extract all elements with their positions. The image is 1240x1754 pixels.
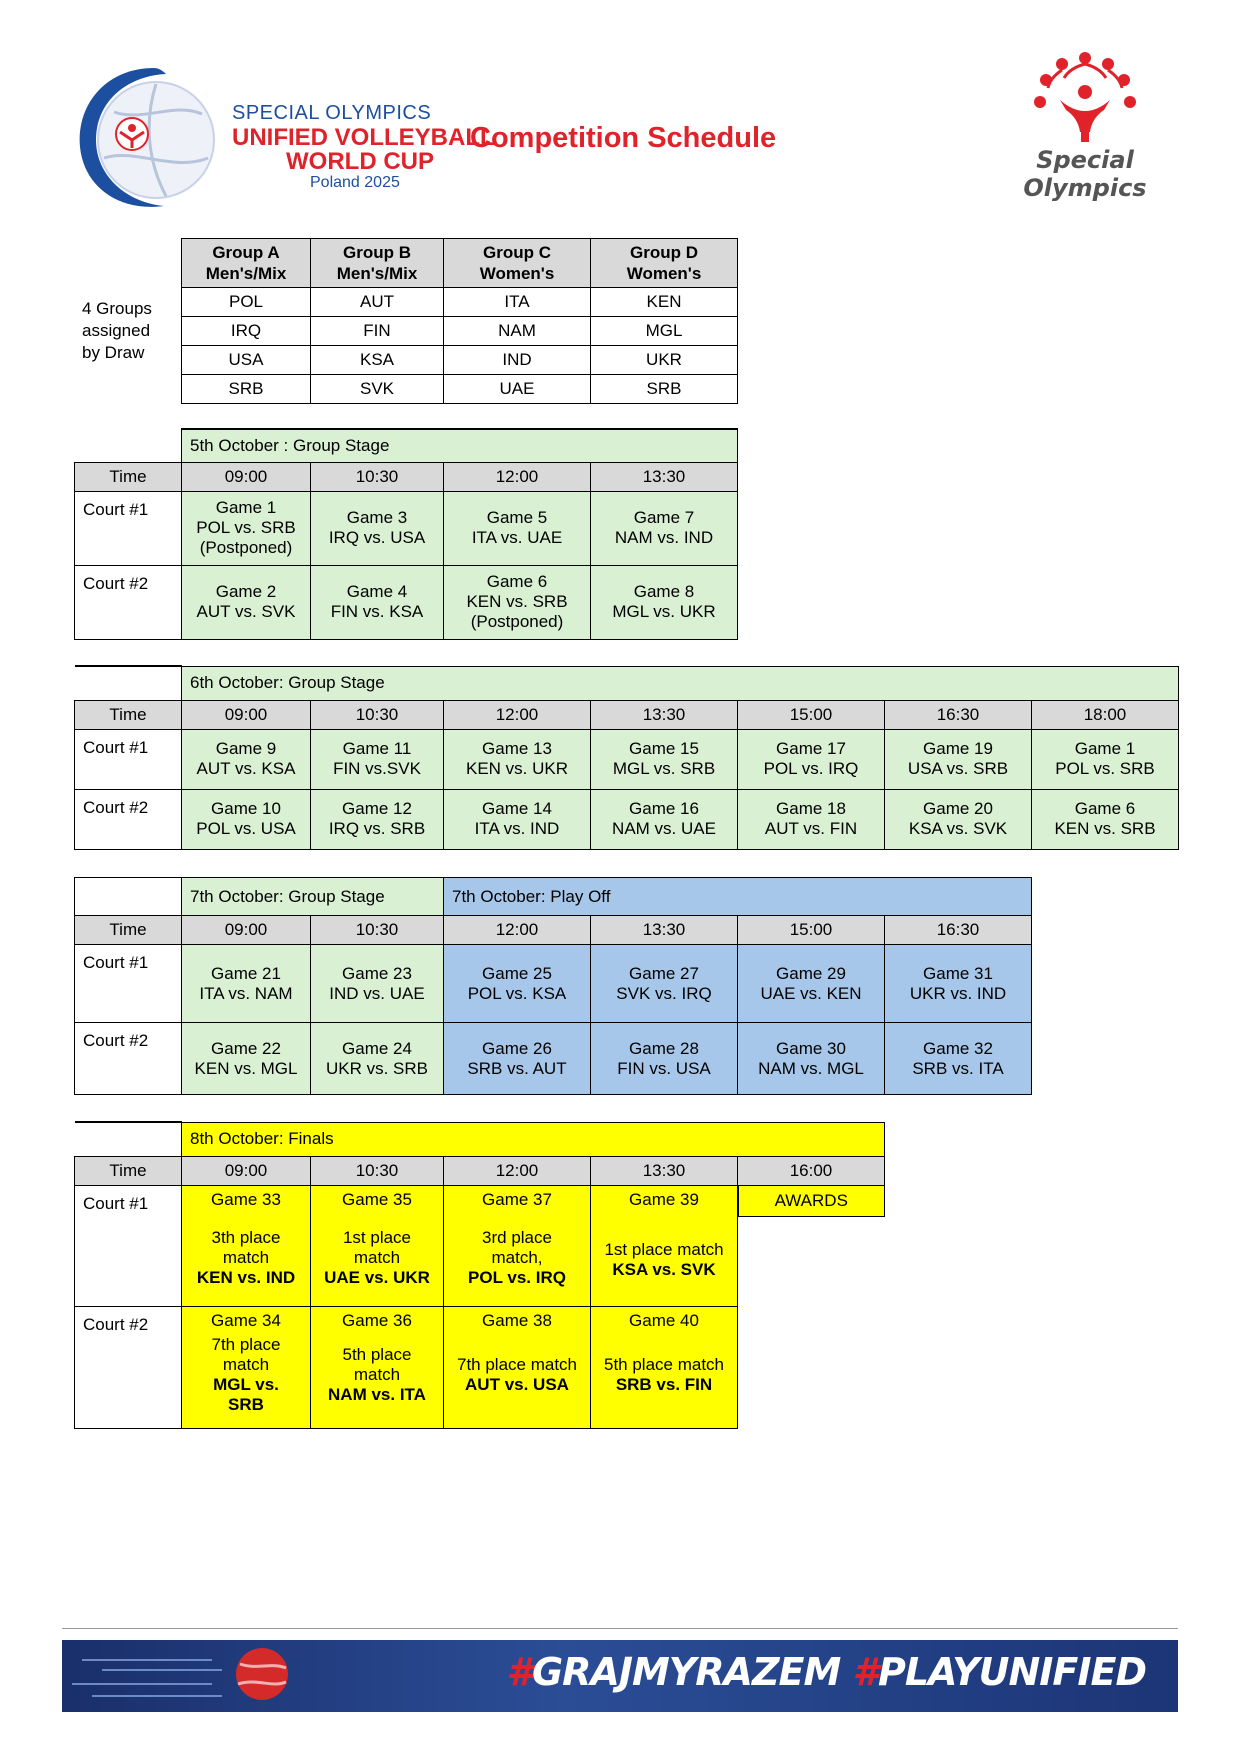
game-cell: Game 36 5th place match NAM vs. ITA	[311, 1306, 444, 1428]
wordmark-line-2: Olympics	[1023, 174, 1147, 202]
schedule-day-4	[74, 1121, 885, 1429]
day-title-row	[75, 429, 738, 462]
logo-line-special-olympics: SPECIAL OLYMPICS	[232, 102, 432, 124]
game-cell: Game 16 NAM vs. UAE	[591, 789, 738, 849]
special-olympics-wordmark	[1000, 146, 1170, 202]
time-slot: 09:00	[182, 916, 311, 945]
footer-banner	[62, 1640, 1178, 1712]
game-cell: Game 39 1st place match KSA vs. SVK	[591, 1185, 738, 1306]
team-cell: ITA	[444, 288, 591, 317]
game-cell: Game 29 UAE vs. KEN	[738, 945, 885, 1023]
groups-note-line: by Draw	[82, 343, 145, 362]
team-cell: SVK	[311, 375, 444, 404]
time-slot: 09:00	[182, 462, 311, 491]
groups-note	[82, 298, 152, 364]
day-title: 5th October : Group Stage	[182, 429, 738, 462]
court-label: Court #1	[75, 1185, 182, 1306]
time-slot: 15:00	[738, 700, 885, 729]
group-d-header: Group D Women's	[591, 239, 738, 288]
groups-note-line: 4 Groups	[82, 299, 152, 318]
time-slot: 13:30	[591, 700, 738, 729]
special-olympics-logo	[1000, 48, 1170, 208]
time-slot: 13:30	[591, 916, 738, 945]
time-slot: 10:30	[311, 462, 444, 491]
volleyball-ball-icon	[62, 1640, 362, 1712]
court-row	[75, 729, 1179, 789]
game-cell: Game 25 POL vs. KSA	[444, 945, 591, 1023]
game-cell: Game 2 AUT vs. SVK	[182, 565, 311, 639]
day-title: 6th October: Group Stage	[182, 666, 1179, 700]
time-slot: 12:00	[444, 1156, 591, 1185]
team-cell: USA	[182, 346, 311, 375]
team-cell: IRQ	[182, 317, 311, 346]
game-cell: Game 21 ITA vs. NAM	[182, 945, 311, 1023]
court-row	[75, 491, 738, 565]
team-cell: NAM	[444, 317, 591, 346]
hashtag-symbol: #	[852, 1650, 878, 1694]
hashtag-grajmyrazem: GRAJMYRAZEM	[531, 1650, 841, 1694]
game-cell: Game 1 POL vs. SRB (Postponed)	[182, 491, 311, 565]
team-cell: IND	[444, 346, 591, 375]
game-cell: Game 33 3th place match KEN vs. IND	[182, 1185, 311, 1306]
time-label: Time	[75, 462, 182, 491]
time-slot: 12:00	[444, 700, 591, 729]
game-cell: Game 4 FIN vs. KSA	[311, 565, 444, 639]
day-title: 8th October: Finals	[182, 1122, 885, 1156]
court-label: Court #2	[75, 789, 182, 849]
groups-row	[182, 288, 738, 317]
game-cell: Game 7 NAM vs. IND	[591, 491, 738, 565]
time-slot: 10:30	[311, 916, 444, 945]
day-title-group-stage: 7th October: Group Stage	[182, 878, 444, 916]
time-slot: 12:00	[444, 916, 591, 945]
game-cell: Game 27 SVK vs. IRQ	[591, 945, 738, 1023]
time-slot: 10:30	[311, 1156, 444, 1185]
group-a-header: Group A Men's/Mix	[182, 239, 311, 288]
game-cell: Game 23 IND vs. UAE	[311, 945, 444, 1023]
game-cell: Game 5 ITA vs. UAE	[444, 491, 591, 565]
groups-row	[182, 346, 738, 375]
game-cell: Game 10 POL vs. USA	[182, 789, 311, 849]
game-cell: Game 12 IRQ vs. SRB	[311, 789, 444, 849]
team-cell: UAE	[444, 375, 591, 404]
special-olympics-emblem-icon	[1000, 48, 1170, 148]
game-cell: Game 37 3rd place match, POL vs. IRQ	[444, 1185, 591, 1306]
game-cell: Game 22 KEN vs. MGL	[182, 1023, 311, 1095]
volleyball-icon	[74, 62, 234, 212]
groups-note-line: assigned	[82, 321, 151, 340]
groups-header-row	[182, 239, 738, 288]
hashtag-symbol: #	[506, 1650, 532, 1694]
time-slot: 13:30	[591, 1156, 738, 1185]
time-slot: 09:00	[182, 700, 311, 729]
schedule-day-2	[74, 665, 1179, 850]
court-label: Court #1	[75, 729, 182, 789]
time-slot: 16:30	[885, 916, 1032, 945]
time-slot: 16:30	[885, 700, 1032, 729]
game-cell: Game 18 AUT vs. FIN	[738, 789, 885, 849]
game-cell: Game 35 1st place match UAE vs. UKR	[311, 1185, 444, 1306]
team-cell: FIN	[311, 317, 444, 346]
groups-row	[182, 375, 738, 404]
logo-line-unified-volleyball: UNIFIED VOLLEYBALL	[232, 124, 495, 151]
court-label: Court #2	[75, 565, 182, 639]
team-cell: UKR	[591, 346, 738, 375]
game-cell: Game 31 UKR vs. IND	[885, 945, 1032, 1023]
court-row	[75, 1185, 885, 1306]
game-cell: Game 1 POL vs. SRB	[1032, 729, 1179, 789]
time-slot: 15:00	[738, 916, 885, 945]
game-cell: Game 19 USA vs. SRB	[885, 729, 1032, 789]
schedule-day-3	[74, 877, 1032, 1095]
wordmark-line-1: Special	[1036, 146, 1134, 174]
court-row	[75, 1306, 885, 1428]
time-slot: 12:00	[444, 462, 591, 491]
logo-line-world-cup: WORLD CUP	[286, 148, 434, 175]
group-c-header: Group C Women's	[444, 239, 591, 288]
court-row	[75, 945, 1032, 1023]
time-label: Time	[75, 700, 182, 729]
hashtag-playunified: PLAYUNIFIED	[877, 1650, 1146, 1694]
time-slot: 18:00	[1032, 700, 1179, 729]
team-cell: MGL	[591, 317, 738, 346]
time-slot: 13:30	[591, 462, 738, 491]
team-cell: SRB	[591, 375, 738, 404]
game-cell: Game 30 NAM vs. MGL	[738, 1023, 885, 1095]
game-cell: Game 13 KEN vs. UKR	[444, 729, 591, 789]
page-title: Competition Schedule	[470, 122, 777, 154]
game-cell: Game 17 POL vs. IRQ	[738, 729, 885, 789]
day-title-row	[75, 666, 1179, 700]
footer-divider	[62, 1628, 1178, 1629]
time-slot: 10:30	[311, 700, 444, 729]
game-cell: Game 14 ITA vs. IND	[444, 789, 591, 849]
day-title-row	[75, 1122, 885, 1156]
time-label: Time	[75, 1156, 182, 1185]
court-row	[75, 565, 738, 639]
court-row	[75, 789, 1179, 849]
game-cell: Game 9 AUT vs. KSA	[182, 729, 311, 789]
day-title-play-off: 7th October: Play Off	[444, 878, 1032, 916]
game-cell: Game 32 SRB vs. ITA	[885, 1023, 1032, 1095]
time-row	[75, 700, 1179, 729]
court-label: Court #2	[75, 1306, 182, 1428]
court-row	[75, 1023, 1032, 1095]
schedule-day-1	[74, 428, 738, 640]
game-cell: Game 3 IRQ vs. USA	[311, 491, 444, 565]
time-slot: 16:00	[738, 1156, 885, 1185]
groups-row	[182, 317, 738, 346]
game-cell: Game 6 KEN vs. SRB (Postponed)	[444, 565, 591, 639]
game-cell: Game 8 MGL vs. UKR	[591, 565, 738, 639]
time-label: Time	[75, 916, 182, 945]
time-row	[75, 462, 738, 491]
game-cell: Game 24 UKR vs. SRB	[311, 1023, 444, 1095]
game-cell: Game 28 FIN vs. USA	[591, 1023, 738, 1095]
time-row	[75, 1156, 885, 1185]
game-cell: Game 34 7th place match MGL vs. SRB	[182, 1306, 311, 1428]
game-cell: Game 40 5th place match SRB vs. FIN	[591, 1306, 738, 1428]
team-cell: POL	[182, 288, 311, 317]
awards-cell: AWARDS	[738, 1186, 885, 1217]
team-cell: KSA	[311, 346, 444, 375]
game-cell: Game 15 MGL vs. SRB	[591, 729, 738, 789]
group-b-header: Group B Men's/Mix	[311, 239, 444, 288]
team-cell: SRB	[182, 375, 311, 404]
game-cell: Game 11 FIN vs.SVK	[311, 729, 444, 789]
court-label: Court #2	[75, 1023, 182, 1095]
logo-line-poland-2025: Poland 2025	[310, 174, 400, 191]
court-label: Court #1	[75, 491, 182, 565]
court-label: Court #1	[75, 945, 182, 1023]
team-cell: KEN	[591, 288, 738, 317]
game-cell: Game 38 7th place match AUT vs. USA	[444, 1306, 591, 1428]
game-cell: Game 20 KSA vs. SVK	[885, 789, 1032, 849]
time-row	[75, 916, 1032, 945]
time-slot: 09:00	[182, 1156, 311, 1185]
game-cell: Game 6 KEN vs. SRB	[1032, 789, 1179, 849]
world-cup-logo	[74, 62, 494, 212]
team-cell: AUT	[311, 288, 444, 317]
game-cell: Game 26 SRB vs. AUT	[444, 1023, 591, 1095]
footer-hashtags	[507, 1650, 1147, 1694]
groups-table	[181, 238, 738, 404]
day-title-row	[75, 878, 1032, 916]
